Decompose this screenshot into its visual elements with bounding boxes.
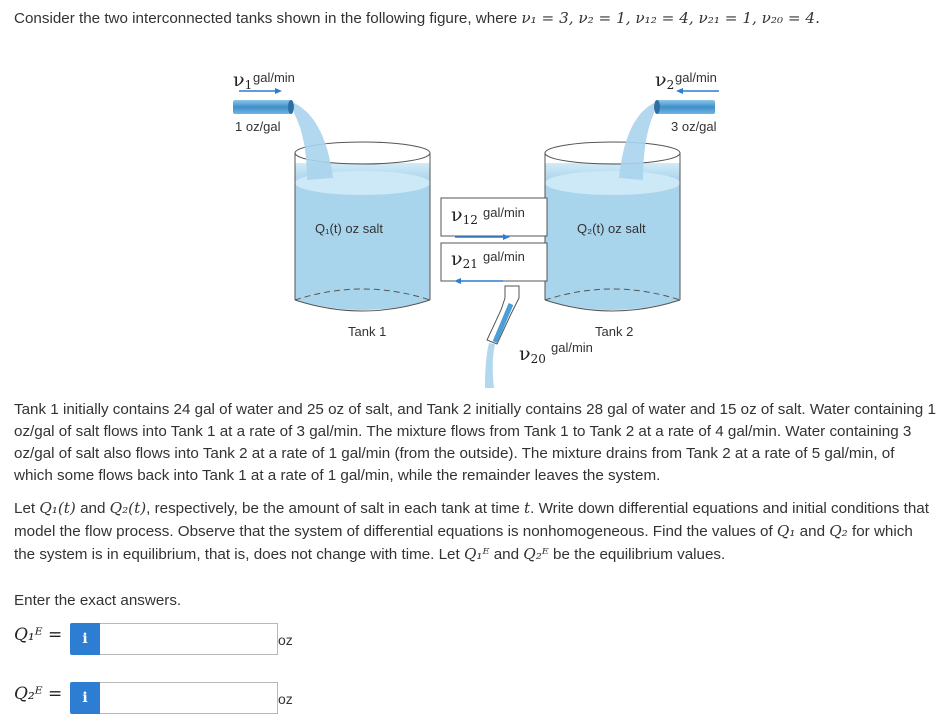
p2-text-g: and (489, 546, 524, 563)
answer-symbol-q1: Q₁ᴱ = (14, 625, 63, 645)
svg-text:gal/min: gal/min (483, 205, 525, 220)
p2-text-a: Let (14, 500, 40, 517)
question-intro-math: ν₁ = 3, ν₂ = 1, ν₁₂ = 4, ν₂₁ = 1, ν₂₀ = 4. (521, 9, 820, 27)
p2-q1e: Q₁ᴱ (463, 545, 490, 563)
label-q2: Q₂(t) oz salt (577, 221, 646, 236)
answer-input-q2[interactable] (100, 682, 278, 714)
label-conc2: 3 oz/gal (671, 119, 717, 134)
p2-text-b: and (75, 500, 110, 517)
p2-q1b: Q₁ (776, 522, 796, 540)
p2-t: t (524, 499, 531, 517)
answer-input-q1[interactable] (100, 623, 278, 655)
p2-q2: Q₂(t) (109, 499, 147, 517)
label-v20 (519, 340, 593, 366)
svg-text:gal/min: gal/min (483, 249, 525, 264)
p2-q1: Q₁(t) (39, 499, 76, 517)
info-icon-button[interactable]: i (70, 682, 100, 714)
p2-q2e: Q₂ᴱ (523, 545, 549, 563)
svg-text:gal/min: gal/min (253, 70, 295, 85)
svg-text:ν20: ν20 (519, 343, 546, 366)
svg-text:gal/min: gal/min (675, 70, 717, 85)
p2-text-e: and (795, 523, 830, 540)
svg-text:gal/min: gal/min (551, 340, 593, 355)
p2-text-d: . Write down differential equations and initial conditions that model the flow process. Observe that the system of differential equations is nonhomogeneous. Find the values of (14, 500, 929, 540)
answer-symbol-q2: Q₂ᴱ = (14, 684, 63, 704)
svg-text:ν12: ν12 (451, 204, 478, 227)
v2-arrow (676, 88, 719, 94)
answer-unit-q2: oz (278, 691, 293, 707)
p2-q2b: Q₂ (829, 522, 848, 540)
question-intro-text: Consider the two interconnected tanks shown in the following figure, where (14, 10, 522, 27)
label-conc1: 1 oz/gal (235, 119, 281, 134)
label-v2 (655, 69, 717, 92)
label-q1: Q₁(t) oz salt (315, 221, 383, 236)
p2-text-f: for which the system is in equilibrium, that is, does not change with time. Let (14, 523, 913, 563)
inflow-pipe-1 (233, 100, 333, 180)
label-tank2: Tank 2 (595, 324, 634, 339)
tank-diagram (215, 58, 745, 388)
svg-text:ν1: ν1 (233, 69, 253, 92)
svg-text:ν2: ν2 (655, 69, 675, 92)
problem-paragraph-2 (14, 497, 936, 566)
answer-unit-q1: oz (278, 632, 293, 648)
label-v1 (233, 69, 295, 92)
problem-paragraph-1: Tank 1 initially contains 24 gal of water and 25 oz of salt, and Tank 2 initially contains 28 gal of water and 15 oz of salt. Water containing 1 oz/gal of salt flows into Tank 1 at a rate of 3 gal/min. The mixture flows from Tank 1 to Tank 2 at a rate of 4 gal/min. Water containing 3 oz/gal of salt also flows into Tank 2 at a rate of 1 gal/min (from the outside). The mixture drains from Tank 2 at a rate of 5 gal/min, of which some flows back into Tank 1 at a rate of 1 gal/min, while the remainder leaves the system. (14, 401, 936, 484)
svg-text:ν21: ν21 (451, 248, 478, 271)
p2-text-c: , respectively, be the amount of salt in each tank at time (146, 500, 525, 517)
info-icon-button[interactable]: i (70, 623, 100, 655)
drain-pipe (485, 286, 519, 388)
label-tank1: Tank 1 (348, 324, 387, 339)
p2-text-h: be the equilibrium values. (548, 546, 726, 563)
question-intro (14, 7, 820, 30)
instruction-text: Enter the exact answers. (14, 592, 182, 609)
